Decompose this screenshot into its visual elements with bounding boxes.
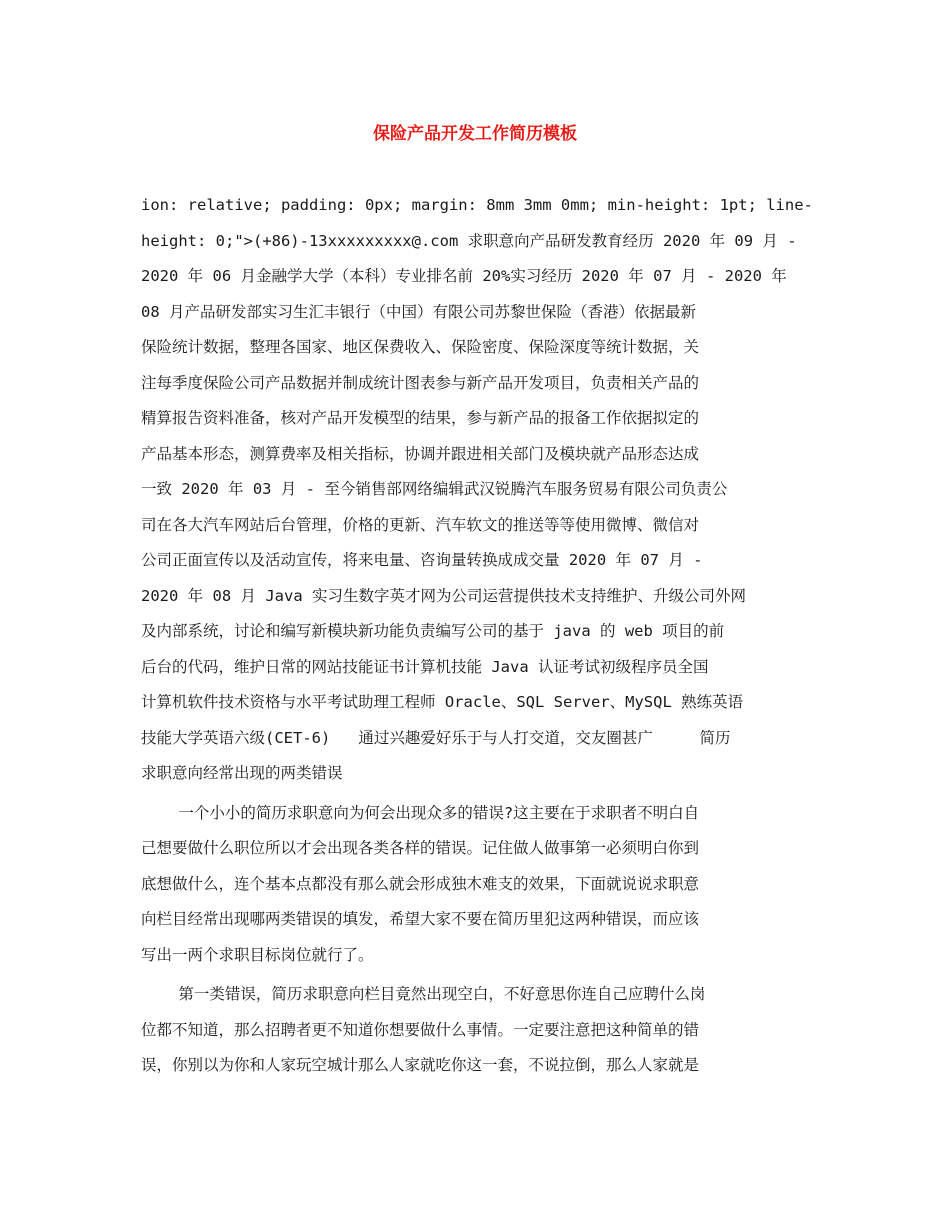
body-line: 2020 年 06 月金融学大学（本科）专业排名前 20%实习经历 2020 年 07 月 - 2020 年 [141, 267, 787, 285]
body-line: 计算机软件技术资格与水平考试助理工程师 Oracle、SQL Server、MySQL 熟练英语 [141, 693, 744, 711]
paragraph-line: 位都不知道，那么招聘者更不知道你想要做什么事情。一定要注意把这种简单的错 [141, 1020, 700, 1039]
body-line: 及内部系统，讨论和编写新模块新功能负责编写公司的基于 java 的 web 项目的前 [141, 622, 725, 640]
paragraph-line: 己想要做什么职位所以才会出现各类各样的错误。记住做人做事第一必须明白你到 [141, 839, 700, 857]
paragraph-line: 向栏目经常出现哪两类错误的填发，希望大家不要在简历里犯这两种错误，而应该 [141, 910, 700, 928]
body-line: 产品基本形态，测算费率及相关指标，协调并跟进相关部门及模块就产品形态达成 [141, 444, 700, 463]
body-line: 2020 年 08 月 Java 实习生数字英才网为公司运营提供技术支持维护、升级公司外网 [141, 586, 746, 605]
body-line: 精算报告资料准备，核对产品开发模型的结果，参与新产品的报备工作依据拟定的 [141, 409, 700, 427]
paragraph-first [141, 796, 811, 974]
body-line: 技能大学英语六级(CET-6) 通过兴趣爱好乐于与人打交道，交友圈甚广 简历 [141, 728, 731, 747]
body-line: 司在各大汽车网站后台管理，价格的更新、汽车软文的推送等等使用微博、微信对 [141, 515, 700, 534]
paragraph-line: 写出一两个求职目标岗位就行了。 [141, 945, 374, 964]
paragraph-second [141, 977, 811, 1084]
paragraph-line: 底想做什么，连个基本点都没有那么就会形成独木难支的效果，下面就说说求职意 [141, 874, 700, 893]
body-line: 保险统计数据，整理各国家、地区保费收入、保险密度、保险深度等统计数据，关 [141, 338, 700, 356]
paragraph-line: 第一类错误，简历求职意向栏目竟然出现空白，不好意思你连自己应聘什么岗 [141, 985, 706, 1003]
page-title: 保险产品开发工作简历模板 [373, 124, 577, 144]
document-body [141, 188, 811, 1084]
paragraph-line: 误，你别以为你和人家玩空城计那么人家就吃你这一套，不说拉倒，那么人家就是 [141, 1056, 700, 1074]
body-line: 一致 2020 年 03 月 - 至今销售部网络编辑武汉锐腾汽车服务贸易有限公司负责公 [141, 480, 728, 498]
body-line: ion: relative; padding: 0px; margin: 8mm 3mm 0mm; min-height: 1pt; line- [141, 196, 813, 214]
body-line: 后台的代码，维护日常的网站技能证书计算机技能 Java 认证考试初级程序员全国 [141, 657, 709, 676]
body-line: 求职意向经常出现的两类错误 [141, 764, 343, 782]
body-line: 08 月产品研发部实习生汇丰银行（中国）有限公司苏黎世保险（香港）依据最新 [141, 302, 696, 321]
body-line: height: 0;">(+86)-13xxxxxxxxx@.com 求职意向产品研发教育经历 2020 年 09 月 - [141, 231, 797, 250]
body-line: 注每季度保险公司产品数据并制成统计图表参与新产品开发项目，负责相关产品的 [141, 373, 700, 392]
resume-block [141, 188, 811, 792]
body-line: 公司正面宣传以及活动宣传，将来电量、咨询量转换成成交量 2020 年 07 月 - [141, 551, 703, 569]
paragraph-line: 一个小小的简历求职意向为何会出现众多的错误?这主要在于求职者不明白自 [141, 803, 700, 822]
